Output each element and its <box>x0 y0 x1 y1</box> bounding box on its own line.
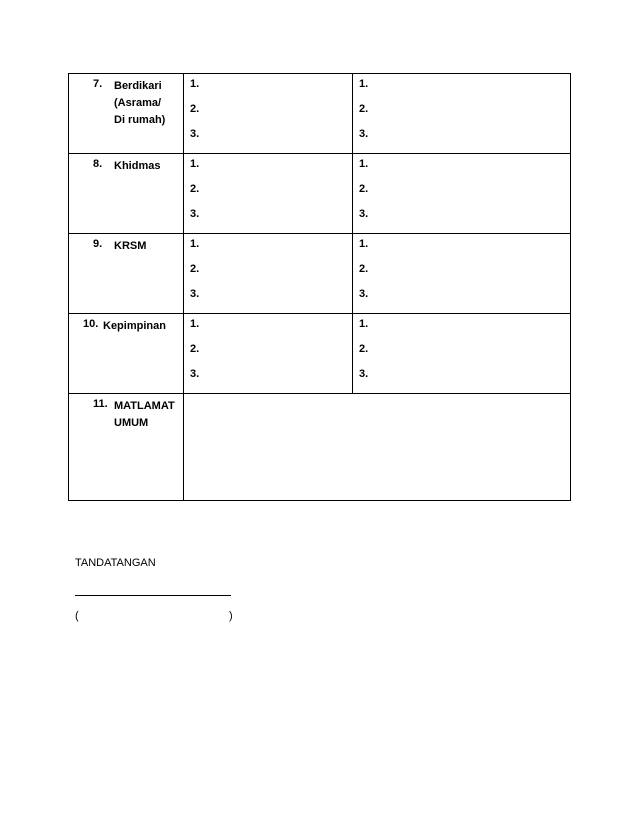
signature-line[interactable] <box>75 595 231 596</box>
item-number: 3. <box>359 208 369 220</box>
item-number: 2. <box>190 183 200 195</box>
item-number: 2. <box>359 263 369 275</box>
entry-cell-right[interactable] <box>353 74 571 154</box>
row-label-cell <box>69 394 184 501</box>
row-number: 9. <box>93 238 103 250</box>
row-number: 10. <box>83 318 99 330</box>
row-number: 11. <box>93 398 108 410</box>
item-number: 1. <box>359 158 369 170</box>
item-number: 2. <box>359 343 369 355</box>
row-label-line: Berdikari <box>114 80 162 92</box>
item-number: 3. <box>190 208 200 220</box>
item-number: 1. <box>190 318 200 330</box>
entry-cell-right[interactable] <box>353 314 571 394</box>
entry-cell-left[interactable] <box>184 234 353 314</box>
entry-cell-left[interactable] <box>184 74 353 154</box>
row-label-cell <box>69 74 184 154</box>
row-label: Khidmas <box>114 160 161 172</box>
row-label-line: (Asrama/ <box>114 97 162 109</box>
row-label <box>114 78 183 129</box>
table-row-khidmas <box>69 154 571 234</box>
item-number: 1. <box>359 238 369 250</box>
table-row-matlamat-umum <box>69 394 571 501</box>
row-label-cell <box>69 234 184 314</box>
item-number: 1. <box>190 158 200 170</box>
item-number: 2. <box>190 263 200 275</box>
item-number: 2. <box>359 183 369 195</box>
row-label: KRSM <box>114 240 147 252</box>
item-number: 1. <box>190 238 200 250</box>
item-number: 3. <box>359 368 369 380</box>
row-label-line: MATLAMAT <box>114 400 175 412</box>
row-number: 8. <box>93 158 103 170</box>
form-table <box>68 73 571 501</box>
table-row-berdikari <box>69 74 571 154</box>
item-number: 1. <box>359 318 369 330</box>
entry-cell-left[interactable] <box>184 154 353 234</box>
row-label: Kepimpinan <box>103 320 166 332</box>
item-number: 3. <box>359 128 369 140</box>
matlamat-entry-cell[interactable] <box>184 394 571 501</box>
item-number: 2. <box>359 103 369 115</box>
row-label-cell <box>69 154 184 234</box>
row-number: 7. <box>93 78 103 90</box>
item-number: 2. <box>190 103 200 115</box>
table-row-kepimpinan <box>69 314 571 394</box>
item-number: 1. <box>190 78 200 90</box>
item-number: 2. <box>190 343 200 355</box>
item-number: 1. <box>359 78 369 90</box>
item-number: 3. <box>359 288 369 300</box>
row-label-line: UMUM <box>114 417 149 429</box>
row-label <box>114 398 183 432</box>
entry-cell-right[interactable] <box>353 234 571 314</box>
entry-cell-left[interactable] <box>184 314 353 394</box>
entry-cell-right[interactable] <box>353 154 571 234</box>
table-row-krsm <box>69 234 571 314</box>
item-number: 3. <box>190 368 200 380</box>
item-number: 3. <box>190 128 200 140</box>
name-close-paren: ) <box>229 610 233 622</box>
item-number: 3. <box>190 288 200 300</box>
row-label-cell <box>69 314 184 394</box>
name-open-paren: ( <box>75 610 79 622</box>
row-label-line: Di rumah) <box>114 114 166 126</box>
signature-title: TANDATANGAN <box>75 557 156 569</box>
